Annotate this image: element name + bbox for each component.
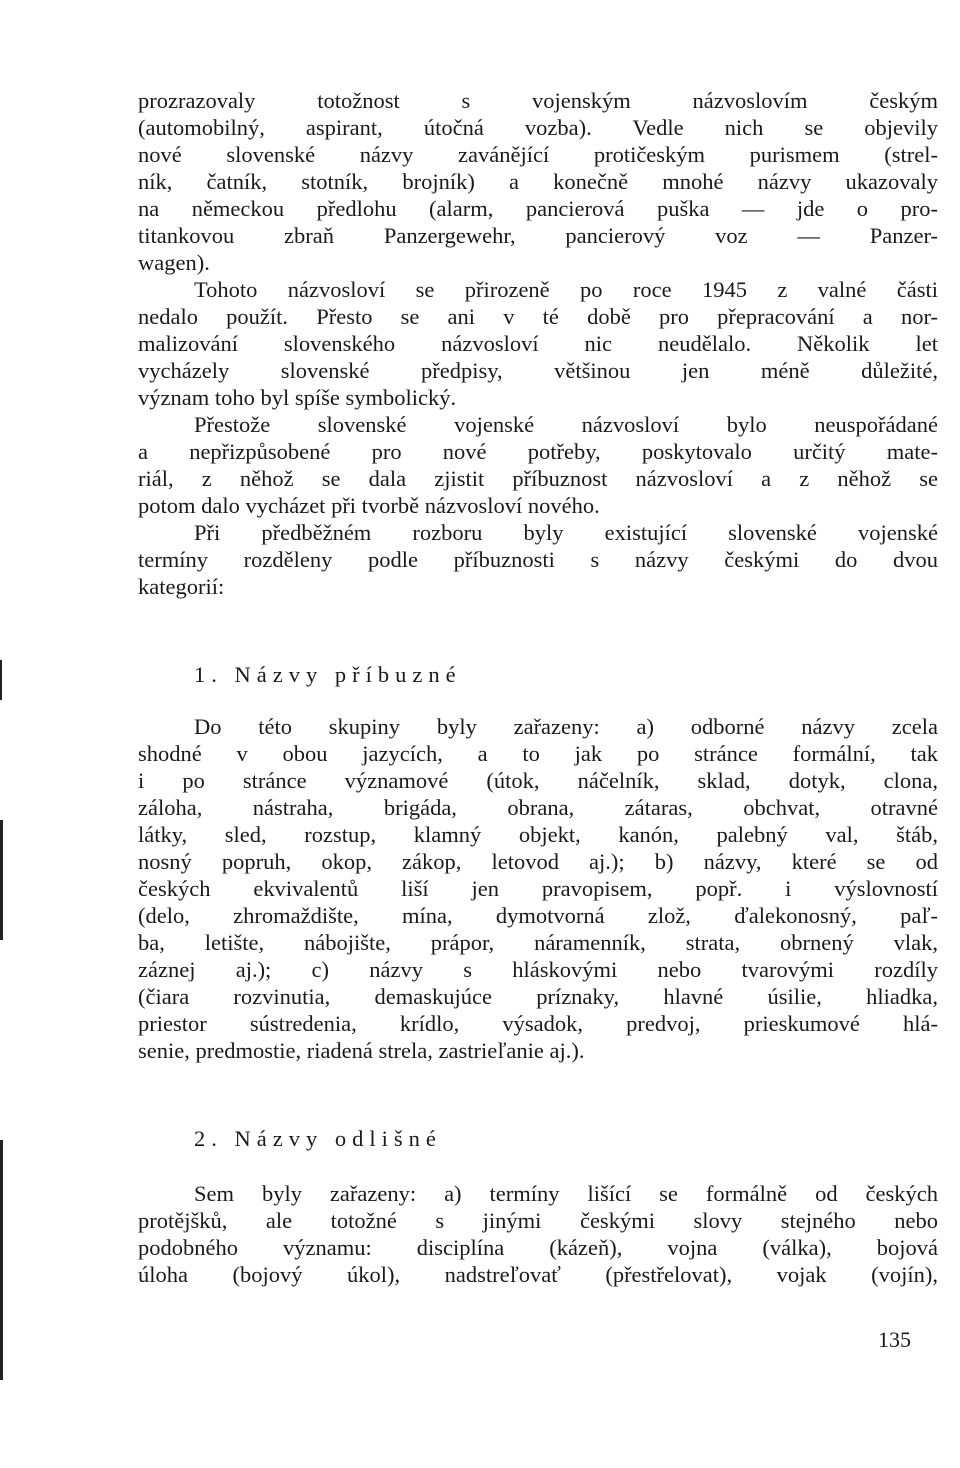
text-line: kategorií: — [138, 574, 225, 599]
text-line: priestor sústredenia, krídlo, výsadok, predvoj, prieskumové hlá- — [138, 1011, 938, 1036]
text-line: (čiara rozvinutia, demaskujúce príznaky, hlavné úsilie, hliadka, — [138, 984, 938, 1009]
text-line: význam toho byl spíše symbolický. — [138, 385, 457, 410]
text-line: termíny rozděleny podle příbuznosti s názvy českými do dvou — [138, 547, 938, 572]
text-line: senie, predmostie, riadená strela, zastrieľanie aj.). — [138, 1038, 585, 1063]
text-line: (delo, zhromaždište, mína, dymotvorná zlož, ďalekonosný, paľ- — [138, 903, 938, 928]
text-line: Sem byly zařazeny: a) termíny lišící se formálně od českých — [194, 1181, 938, 1206]
text-line: i po stránce významové (útok, náčelník, sklad, dotyk, clona, — [138, 768, 938, 793]
text-line: wagen). — [138, 250, 210, 275]
scan-edge-mark — [0, 660, 2, 700]
text-line: látky, sled, rozstup, klamný objekt, kanón, palebný val, štáb, — [138, 822, 938, 847]
text-line: vycházely slovenské předpisy, většinou jen méně důležité, — [138, 358, 938, 383]
text-line: riál, z něhož se dala zjistit příbuznost názvosloví a z něhož se — [138, 466, 938, 491]
text-line: ník, čatník, stotník, brojník) a konečně mnohé názvy ukazovaly — [138, 169, 938, 194]
section-heading: 2. Názvy odlišné — [194, 1126, 442, 1151]
text-line: českých ekvivalentů liší jen pravopisem, popř. i výslovností — [138, 876, 938, 901]
text-line: na německou předlohu (alarm, pancierová puška — jde o pro- — [138, 196, 938, 221]
text-line: malizování slovenského názvosloví nic neudělalo. Několik let — [138, 331, 938, 356]
text-line: ba, letište, nábojište, prápor, náramenník, strata, obrnený vlak, — [138, 930, 938, 955]
text-line: nové slovenské názvy zavánějící protičeským purismem (strel- — [138, 142, 938, 167]
section-heading: 1. Názvy příbuzné — [194, 662, 462, 687]
text-line: nosný popruh, okop, zákop, letovod aj.); b) názvy, které se od — [138, 849, 938, 874]
text-line: úloha (bojový úkol), nadstreľovať (přestřelovat), vojak (vojín), — [138, 1262, 938, 1287]
text-line: a nepřizpůsobené pro nové potřeby, poskytovalo určitý mate- — [138, 439, 938, 464]
text-line: Přestože slovenské vojenské názvosloví bylo neuspořádané — [194, 412, 938, 437]
text-line: titankovou zbraň Panzergewehr, pancierový voz — Panzer- — [138, 223, 938, 248]
text-line: potom dalo vycházet při tvorbě názvosloví nového. — [138, 493, 600, 518]
text-line: Do této skupiny byly zařazeny: a) odborné názvy zcela — [194, 714, 938, 739]
text-line: Při předběžném rozboru byly existující slovenské vojenské — [194, 520, 938, 545]
scan-edge-mark — [0, 1140, 3, 1380]
scan-edge-mark — [0, 820, 3, 940]
text-line: shodné v obou jazycích, a to jak po stránce formální, tak — [138, 741, 938, 766]
text-line: protějšků, ale totožné s jinými českými slovy stejného nebo — [138, 1208, 938, 1233]
text-line: záznej aj.); c) názvy s hláskovými nebo tvarovými rozdíly — [138, 957, 938, 982]
text-line: nedalo použít. Přesto se ani v té době pro přepracování a nor- — [138, 304, 938, 329]
page-number: 135 — [878, 1327, 911, 1352]
text-line: záloha, nástraha, brigáda, obrana, zátaras, obchvat, otravné — [138, 795, 938, 820]
text-line: (automobilný, aspirant, útočná vozba). Vedle nich se objevily — [138, 115, 938, 140]
text-line: prozrazovaly totožnost s vojenským názvoslovím českým — [138, 88, 938, 113]
text-line: podobného významu: disciplína (kázeň), vojna (válka), bojová — [138, 1235, 938, 1260]
text-line: Tohoto názvosloví se přirozeně po roce 1945 z valné části — [194, 277, 938, 302]
